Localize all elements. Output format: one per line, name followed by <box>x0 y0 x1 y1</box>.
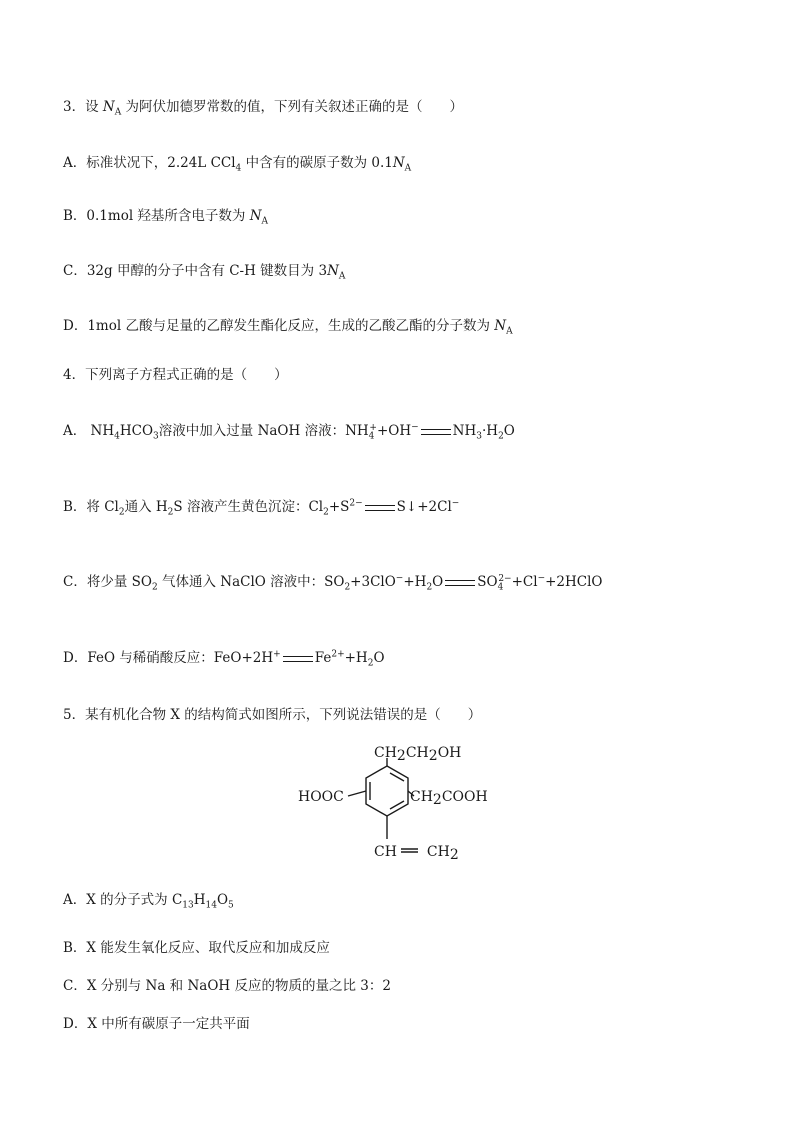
equals-arrow <box>445 580 475 586</box>
equals-arrow <box>365 505 395 511</box>
q3-option-b: B．0.1mol 羟基所含电子数为 $N_A$ <box>63 208 269 227</box>
right-group: CH2COOH <box>410 789 488 808</box>
q4-option-b: B．将 $Cl_2$通入 $H_2S$ 溶液产生黄色沉淀：$Cl_2+S^{2-}$ S↓+2Cl− <box>63 498 460 518</box>
q4-stem: 4．下列离子方程式正确的是（ ） <box>63 367 288 383</box>
equals-arrow <box>283 656 313 662</box>
q5-stem: 5．某有机化合物 X 的结构简式如图所示，下列说法错误的是（ ） <box>63 707 482 723</box>
q3-stem: 3．设 $N_A$ 为阿伏加德罗常数的值，下列有关叙述正确的是（ ） <box>63 99 463 118</box>
q4-option-c: C．将少量 $SO_2$ 气体通入 NaClO 溶液中：$SO_2+3ClO^-+H_2O$ $SO_4^{2-}+Cl^-+2HClO$ <box>63 573 603 593</box>
equals-arrow <box>421 429 451 435</box>
left-group: HOOC <box>298 789 344 805</box>
q4-option-a: A． $NH_4HCO_3$溶液中加入过量 NaOH 溶液：$NH_4^++OH^-$ $NH_3\cdot H_2O$ <box>63 422 515 442</box>
q5-option-c: C．X 分别与 Na 和 NaOH 反应的物质的量之比 3：2 <box>63 978 391 994</box>
q5-option-d: D．X 中所有碳原子一定共平面 <box>63 1016 250 1032</box>
q3-option-d: D．1mol 乙酸与足量的乙醇发生酯化反应，生成的乙酸乙酯的分子数为 $N_A$ <box>63 318 513 337</box>
q4-option-d: D．FeO 与稀硝酸反应：FeO+2H+ $Fe^{2+}+H_2O$ <box>63 649 385 669</box>
benzene-ring <box>348 758 418 852</box>
bottom-group: CH CH2 <box>374 844 459 863</box>
q3-option-c: C．32g 甲醇的分子中含有 C-H 键数目为 $3N_A$ <box>63 263 346 282</box>
structural-formula <box>290 738 510 868</box>
top-group: CH2CH2OH <box>374 745 462 764</box>
q3-option-a: A．标准状况下，2.24L CCl$_4$ 中含有的碳原子数为 $0.1N_A$ <box>63 155 412 174</box>
q5-option-b: B．X 能发生氧化反应、取代反应和加成反应 <box>63 940 330 956</box>
q5-option-a: A．X 的分子式为 $C_{13}H_{14}O_5$ <box>63 892 234 911</box>
